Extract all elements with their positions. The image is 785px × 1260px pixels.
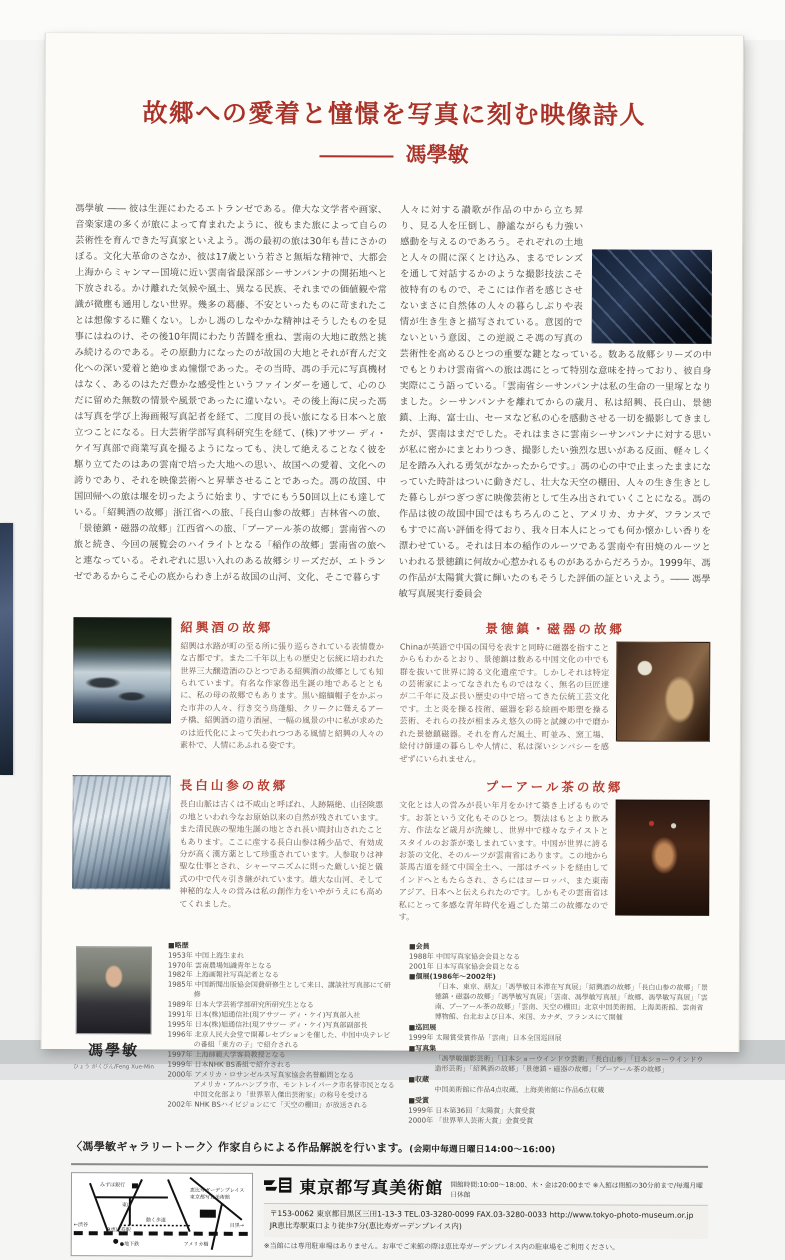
section-changbai	[72, 775, 383, 923]
bio-history-header: ■略歴	[168, 941, 397, 952]
intro-right-column	[399, 203, 713, 604]
access-map	[71, 1172, 253, 1257]
bio-books-header: ■写真集	[409, 1045, 709, 1056]
bio-history-line: アメリカ・アルハンブラ市、モントレイパーク市名誉市民となる	[167, 1080, 396, 1091]
bio-award-line: 2000年 「世界華人芸術大賞」金賞受賞	[408, 1116, 708, 1127]
hometown-sections	[72, 617, 710, 925]
section-changbai-text: 長白山脈は古くは不咸山と呼ばれ、人跡隔絶、山径険悪の地といわれ今なお原始以来の自然が残されています。また清民族の聖地生誕の地とされ長い間封山されたこともあります。ここに産する長白山参は稀少品で、有効成分が高く漢方薬として珍重されています。人参取りは神聖な仕事とされ、シャーマニズムに則った厳しい掟と儀式の中で代々引き継がれています。雄大な山河、そして神秘的な人々の営みは私の創作力をいやがうえにも高めてくれました。	[179, 798, 383, 911]
bio-history-line: 1989年 日本大学芸術学部研究所研究生となる	[168, 1001, 397, 1012]
section-shaoxing-text: 紹興は水路が町の至る所に張り巡らされている表情豊かな古都です。また二千年以上もの歴史と伝統に培われた世界三大醸造酒のひとつである紹興酒の故郷としても知られています。有名な作家魯迅生誕の地であるとともに、私の母の故郷でもあります。黒い縮緬帽子をかぶった市井の人々、行き交う烏蓬船、クリークに聳えるアーチ橋、紹興酒の造り酒屋、一幅の風景の中に私が求めたのは近代化によって失われつつある風情と紹興の人々の素朴で、人情にあふれる姿です。	[180, 639, 384, 752]
bio-history-line: 2002年 NHK BSハイビジョンにて「天空の棚田」が放送される	[167, 1100, 396, 1111]
map-label-garden-place: 恵比寿ガーデンプレイス	[190, 1186, 244, 1193]
map-label-shibuya: ←渋谷	[74, 1221, 88, 1228]
bank-marker	[132, 1183, 138, 1188]
section-jingdezhen-body	[399, 640, 710, 766]
museum-address-box	[264, 1203, 708, 1239]
museum-marker	[200, 1209, 216, 1217]
portrait-name: 馮學敏	[72, 1039, 156, 1060]
bio-member-line: 2001年 日本写真家協会会員となる	[409, 962, 709, 973]
section-changbai-body	[179, 776, 383, 923]
artist-name: 馮學敏	[405, 142, 468, 167]
gallery-talk-text: 〈馮學敏ギャラリートーク〉作家自らによる作品解説を行います。	[71, 1140, 409, 1154]
bio-history-line: 1995年 日本(株)旭通信社(現アサツー ディ・ケイ)写真部副部長	[168, 1021, 397, 1032]
changbai-mountain-photo	[72, 775, 170, 889]
bio-history-line: 1953年 中国上海生まれ	[168, 951, 397, 962]
map-label-bank: みずほ銀行	[100, 1181, 125, 1188]
bio-solo-header: ■個展(1986年〜2002年)	[409, 973, 709, 984]
bio-history-line: 1996年 北京人民大会堂で開幕レセプションを催した、中国中央テレビの番組「東方の子」で紹介される	[168, 1031, 397, 1052]
shaoxing-canal-photo	[73, 617, 171, 723]
section-puer-text: 文化とは人の営みが長い年月をかけて築き上げるものです。お茶という文化もそのひとつ。製法はもとより飲み方、作法など歳月が洗練し、世界中で様々なテイストとスタイルのお茶が楽しまれています。中国が世界に誇るお茶の文化、そのルーツが雲南省にあります。この地から茶馬古道を経て中国全土へ、一部はチベットを経由してインドへともたらされ、さらにはヨーロッパ、また東南アジア、日本へと伝えられたのです。しかもその雲南省は私にとって多感な青年時代を過ごした第二の故郷なのです。	[399, 799, 710, 925]
intro-left-column	[74, 201, 388, 602]
bio-history-line: 1982年 上海画報社写真記者となる	[168, 971, 397, 982]
bio-history-column	[167, 940, 397, 1126]
bio-history-line: 1999年 日本NHK BS番組で紹介される	[167, 1060, 396, 1071]
bio-awards-column	[408, 941, 709, 1127]
bio-portrait-column	[71, 940, 156, 1125]
jingdezhen-porcelain-photo	[616, 641, 710, 741]
bio-solo-text: 「日本、東京、朋友」「馮學敏日本滞在写真展」「紹興酒の故郷」「長白山参の故郷」「景徳鎮・磁器の故郷」「馮學敏写真展」「雲南、馮學敏写真展」「故郷、馮學敏写真展」「雲南、プーアール茶の故郷」「雲南、天空の棚田」北京中国美術館、上海美術館、雲南省博物館、台北および日本、米国、カナダ、フランスにて開催	[409, 983, 709, 1024]
museum-name-row	[264, 1173, 708, 1200]
bio-collection-header: ■収蔵	[408, 1075, 708, 1086]
map-label-meguro: 目黒→	[230, 1221, 244, 1228]
section-puer	[399, 777, 710, 925]
intro-essay	[74, 201, 713, 603]
section-shaoxing-title: 紹興酒の故郷	[180, 617, 384, 636]
gallery-talk-note: (会期中毎週日曜日14:00〜16:00)	[409, 1144, 555, 1155]
map-label-walkway: 動く歩道	[146, 1216, 166, 1223]
title-dash	[319, 155, 393, 157]
bio-member-line: 1988年 中国写真家協会会員となる	[409, 952, 709, 963]
bio-history-line: 中国文化部より「世界華人傑出芸術家」の称号を受ける	[167, 1090, 396, 1101]
museum-address: 〒153-0062 東京都目黒区三田1-13-3 TEL.03-3280-0099 FAX.03-3280-0033 http://www.tokyo-photo-museum.or.jp	[270, 1208, 702, 1222]
section-puer-title: プーアール茶の故郷	[399, 777, 710, 796]
biography	[71, 940, 709, 1128]
bio-books-text: 「馮學敏撮影芸術」「日本ショーウインドウ芸術」「長白山参」「日本ショーウインドウ造形芸術」「紹興酒の故郷」「景徳鎮・磁器の故郷」「プーアール茶の故郷」	[408, 1055, 708, 1076]
map-label-station: JR恵比寿駅	[105, 1226, 131, 1233]
footer-info	[264, 1173, 708, 1259]
bio-award-header: ■受賞	[408, 1096, 708, 1107]
bio-history-line: 1991年 日本(株)旭通信社(現アサツー ディ・ケイ)写真部入社	[168, 1011, 397, 1022]
page-title: 故郷への愛着と憧憬を写真に刻む映像詩人	[76, 93, 713, 132]
bio-award-line: 1999年 日本第36回「太陽賞」大賞受賞	[408, 1106, 708, 1117]
footer	[71, 1163, 708, 1259]
portrait-kana: ひょう がくびん/Feng Xue-Min	[71, 1062, 155, 1070]
bio-tour-line: 1999年 太陽賞受賞作品「雲南」日本全国巡回展	[409, 1034, 709, 1045]
flyer-page	[41, 33, 744, 1052]
section-jingdezhen-title: 景徳鎮・磁器の故郷	[400, 618, 711, 637]
subway-marker	[113, 1238, 118, 1243]
section-shaoxing-body	[180, 617, 384, 764]
museum-access: JR恵比寿駅東口より徒歩7分(恵比寿ガーデンプレイス内)	[270, 1220, 702, 1234]
museum-hours: 開館時間:10:00〜18:00、木・金は20:00まで ※入館は閉館の30分前まで/毎週月曜日休館	[450, 1173, 708, 1199]
page-subtitle	[75, 137, 712, 170]
intro-left-text: 馮學敏 ―― 彼は生涯にわたるエトランゼである。偉大な文学者や画家、音楽家達の多くが旅によって育まれたように、彼もまた旅によって自らの芸術性を育んできた写真家といえよう。馮の最初の旅は30年も昔にさかのぼる。文化大革命のさなか、彼は17歳という若さと無垢な精神で、大都会上海からミャンマー国境に近い雲南省最深部シーサンパンナの開拓地へと下放される。かけ離れた気候や風土、異なる民族、それまでの価値観や常識が微塵も通用しない世界。幾多の葛藤、不安といったものに苛まれたことは想像するに難くない。しかし馮のしなやかな精神はそうしたものを見事にはねのけ、その後10年間にわたり苦闘を重ね、雲南の大地に敢然と挑み続けるのである。その原動力になったのが故国の大地とそれが育んだ文化への深い愛着と絶ゆまぬ憧憬であった。その当時、馮の手元に写真機材はなく、あるのはただ豊かな感受性というファインダーを通して、心のひだに留めた無数の情景や風景であったに違いない。その後上海に戻った馮は写真を学び上海画報写真記者を経て、二度目の長い旅になる日本へと旅立つことになる。日大芸術学部写真科研究生を経て、(株)アサツー ディ・ケイ写真部で商業写真を撮るようになっても、決して絶えることなく彼を駆り立てたのはあの雲南で培った大地への思い、故国への愛着、文化への誇りであり、それを映像芸術へと昇華させることであった。馮の故国、中国回帰への旅は堰を切ったように始まり、すでにもう50回以上にも達している。「紹興酒の故郷」浙江省への旅、「長白山参の故郷」吉林省への旅、「景徳鎮・磁器の故郷」江西省への旅、「プーアール茶の故郷」雲南省への旅と続き、今回の展覧会のハイライトとなる「稲作の故郷」雲南省の旅へと連なっている。それぞれに思い入れのある故郷シリーズだが、エトランゼであるからこそ心の底からわき上がる故国の山河、文化、そこで暮らす	[74, 201, 388, 586]
map-label-bridge: アメリカ橋	[184, 1240, 209, 1247]
temple-roofs-photo	[592, 249, 712, 344]
map-label-museum: 東京都写真美術館	[190, 1193, 230, 1200]
parking-note: ※当館には専用駐車場はありません。お車でご来館の際は恵比寿ガーデンプレイス内の駐車場をご利用ください。	[264, 1241, 708, 1253]
title-block	[75, 33, 713, 170]
section-puer-body	[399, 799, 710, 925]
intro-right-part2: 馮の心の中で止まったままになっていた時計はついに動きだし、壮大な天空の棚田、人々の生き生きとした暮らしがつぎつぎに映像芸術として生み出されていくことになる。馮の作品は彼の故国中国ではもちろんのこと、アメリカ、カナダ、フランスでもすでに高い評価を得ており、我々日本人にとっても何か懐かしい香りを漂わせている。それは日本の稲作のルーツである雲南や有田焼のルーツといわれる景徳鎮に何故か心惹かれるものがあるからだろうか。1999年、馮の作品が太陽賞大賞に輝いたのもそうした評価の証といえよう。―― 馮學敏写真展実行委員会	[399, 461, 712, 599]
bio-history-line: 2000年 アメリカ・ロサンゼルス写真家協会名誉顧問となる	[167, 1070, 396, 1081]
artist-portrait-photo	[76, 946, 152, 1034]
adjacent-page-photo	[0, 523, 13, 775]
section-jingdezhen	[399, 618, 710, 766]
bio-history-line: 1970年 雲南農場知識青年となる	[168, 961, 397, 972]
bio-history-line: 1985年 中国新聞出版協会国費研修生として来日、講談社写真部にて研修	[168, 981, 397, 1002]
access-map-drawing	[72, 1173, 250, 1254]
bio-collection-text: 中国美術館に作品4点収蔵、上海美術館に作品6点収蔵	[408, 1085, 708, 1096]
section-jingdezhen-text: Chinaが英語で中国の国号を表すと同時に磁器を指すことからもわかるとおり、景徳鎮は数ある中国文化の中でも群を抜いて世界に誇る文化遺産です。しかしそれは特定の芸術家によってなされたものではなく、無名の巨匠達が二千年に及ぶ長い歴史の中で培ってきた伝統工芸文化です。土と炎を操る技術、磁器を彩る絵画や彫塑を操る芸術、それらの技が相まみえ悠久の時と試練の中で磨かれた景徳鎮磁器。それを育んだ風土、町並み、窯工場、絵付け師達の暮らしや人情に、私は深いシンパシーを感ぜずにいられません。	[399, 640, 710, 766]
section-shaoxing	[73, 617, 384, 765]
bio-tour-header: ■巡回展	[409, 1024, 709, 1035]
bio-member-header: ■会員	[409, 942, 709, 953]
museum-name: 東京都写真美術館	[299, 1173, 443, 1199]
puer-girl-photo	[615, 800, 710, 916]
bio-history-line: 1997年 上海師範大学客員教授となる	[168, 1051, 397, 1062]
map-label-subway: ●地下鉄	[120, 1240, 139, 1247]
museum-logo-icon	[264, 1176, 292, 1194]
gallery-talk	[71, 1138, 708, 1157]
intro-right-part1: 人々に対する讃歌が作品の中から立ち昇り、見る人を圧倒し、静謐ながらも力強い感動を与えるのであろう。それぞれの土地と人々の間に深くとけ込み、まるでレンズを通して対話するかのような撮影技法こそ彼特有のもので、そこには作者を感じさせないまさに自然体の人々の暮らしぶりや表情が生き生きと描写されている。意図的でないという意図、この逆説こそ馮の写真の芸術性を高めるひとつの重要な鍵となっている。数ある故郷シリーズの中でもとりわけ雲南省への旅は馮にとって特別な意味を持っており、彼自身実際にこう語っている。「雲南省シーサンパンナは私の生命の一里塚となりました。シーサンパンナを離れてからの歳月、私は紹興、長白山、景徳鎮、上海、富士山、セーヌなど私の心を感動させる一切を撮影してきましたが、雲南はまだでした。それはまさに雲南シーサンパンナに対する思いが私に密かにまとわりつき、撮影したい強烈な思いがある反面、軽々しく足を踏み入れる勇気がなかったからです。」	[399, 205, 712, 473]
map-label-east-exit: 東口	[122, 1201, 132, 1208]
section-changbai-title: 長白山参の故郷	[180, 776, 384, 795]
